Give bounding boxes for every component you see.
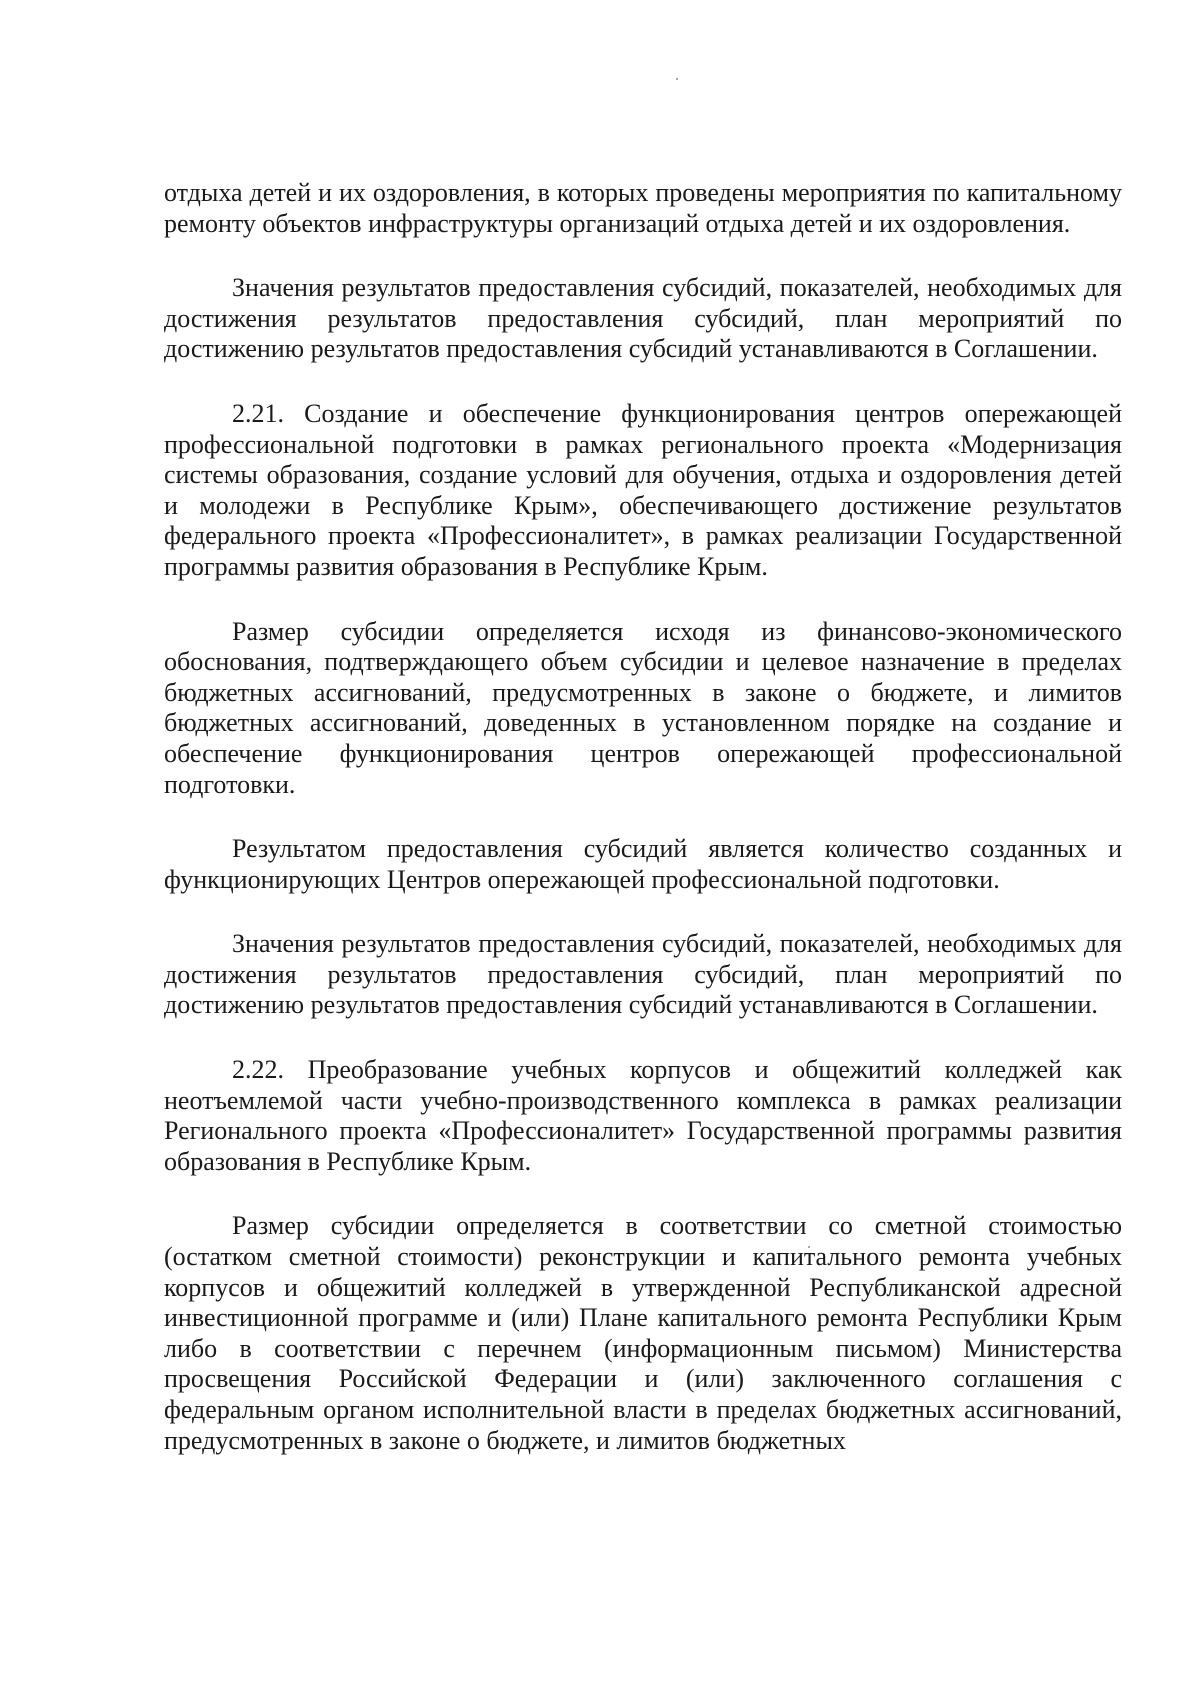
paragraph-continuation: отдыха детей и их оздоровления, в которых проведены мероприятия по капитальному ремонту объектов инфраструктуры организаций отдыха детей и их оздоровления.	[164, 178, 1122, 238]
paragraph-subsidy-amount-2: Размер субсидии определяется в соответствии со сметной стоимостью (остатком сметной стоимости) реконструкции и капитального ремонта учебных корпусов и общежитий колледжей в утвержденной Республиканской адресной инвестиционной программе и (или) Плане капитального ремонта Республики Крым либо в соответствии с перечнем (информационным письмом) Министерства просвещения Российской Федерации и (или) заключенного соглашения с федеральным органом исполнительной власти в пределах бюджетных ассигнований, предусмотренных в законе о бюджете, и лимитов бюджетных	[164, 1211, 1122, 1455]
paragraph-section-2-22: 2.22. Преобразование учебных корпусов и общежитий колледжей как неотъемлемой части учебно-производственного комплекса в рамках реализации Регионального проекта «Профессионалитет» Государственной программы развития образования в Республике Крым.	[164, 1055, 1122, 1176]
document-body	[164, 178, 1122, 1490]
paragraph-results-values-2: Значения результатов предоставления субсидий, показателей, необходимых для достижения результатов предоставления субсидий, план мероприятий по достижению результатов предоставления субсидий устанавливаются в Соглашении.	[164, 929, 1122, 1020]
scan-speck	[676, 78, 678, 80]
paragraph-section-2-21: 2.21. Создание и обеспечение функционирования центров опережающей профессиональной подготовки в рамках регионального проекта «Модернизация системы образования, создание условий для обучения, отдыха и оздоровления детей и молодежи в Республике Крым», обеспечивающего достижение результатов федерального проекта «Профессионалитет», в рамках реализации Государственной программы развития образования в Республике Крым.	[164, 398, 1122, 581]
paragraph-results-values: Значения результатов предоставления субсидий, показателей, необходимых для достижения результатов предоставления субсидий, план мероприятий по достижению результатов предоставления субсидий устанавливаются в Соглашении.	[164, 273, 1122, 364]
paragraph-subsidy-result: Результатом предоставления субсидий является количество созданных и функционирующих Центров опережающей профессиональной подготовки.	[164, 834, 1122, 894]
paragraph-subsidy-amount: Размер субсидии определяется исходя из финансово-экономического обоснования, подтверждающего объем субсидии и целевое назначение в пределах бюджетных ассигнований, предусмотренных в законе о бюджете, и лимитов бюджетных ассигнований, доведенных в установленном порядке на создание и обеспечение функционирования центров опережающей профессиональной подготовки.	[164, 616, 1122, 799]
